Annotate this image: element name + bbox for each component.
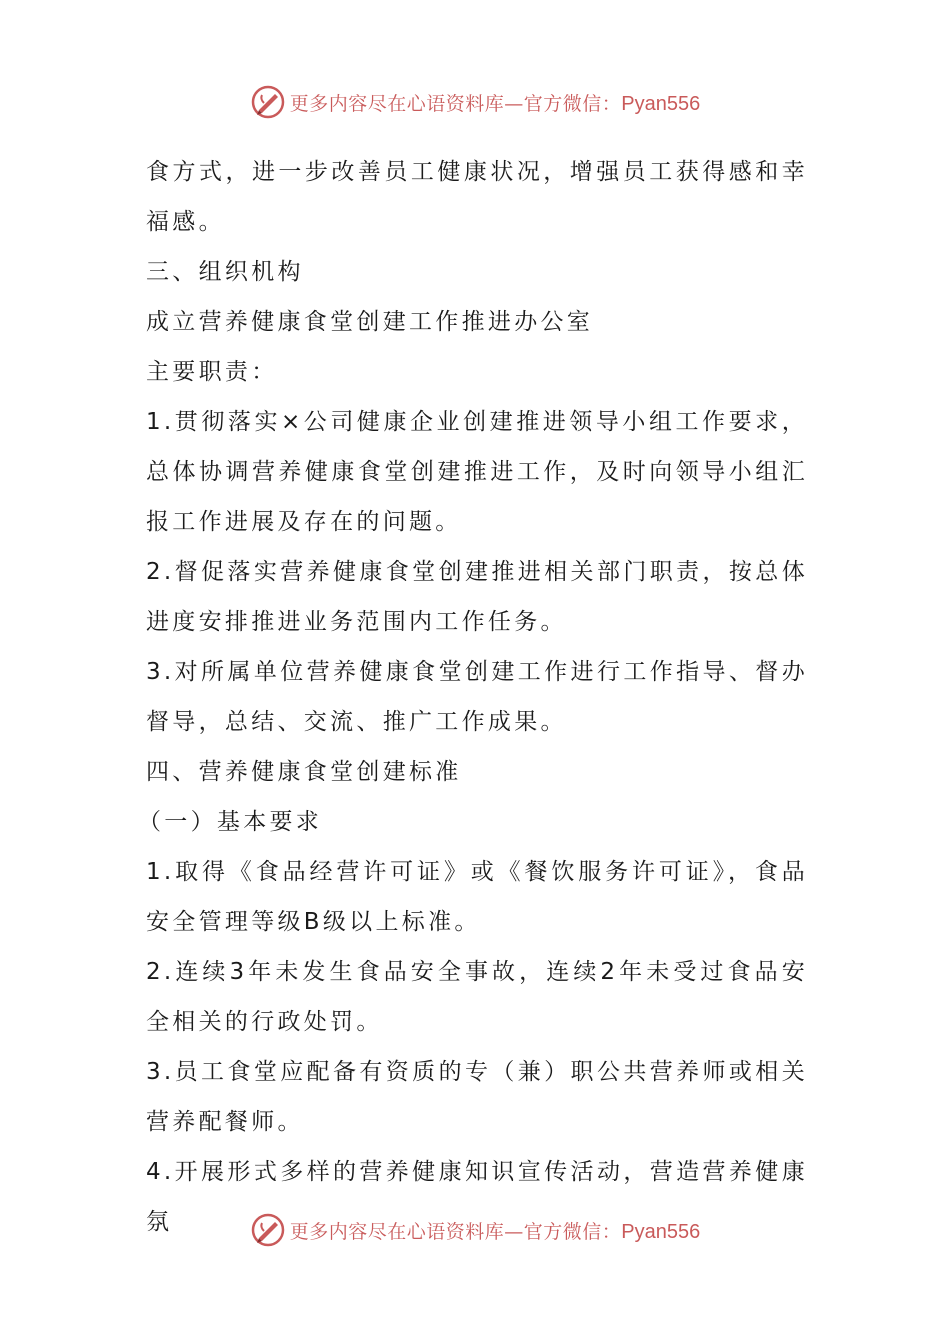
list-item: 3.员工食堂应配备有资质的专（兼）职公共营养师或相关营养配餐师。 [146,1059,808,1135]
watermark-handle: Pyan556 [621,92,701,115]
section-heading: 三、组织机构 [146,259,304,285]
list-item: 1.贯彻落实×公司健康企业创建推进领导小组工作要求，总体协调营养健康食堂创建推进工作，及时向领导小组汇报工作进展及存在的问题。 [146,409,808,535]
pen-logo-icon [250,84,286,120]
footer-watermark [0,1208,950,1252]
list-item: 4.开展形式多样的营养健康知识宣传活动，营造营养健康氛 [146,1159,808,1235]
watermark-text: 更多内容尽在心语资料库—官方微信：Pyan556 [289,92,701,115]
list-item: 3.对所属单位营养健康食堂创建工作进行工作指导、督办督导，总结、交流、推广工作成果。 [146,659,808,735]
section-heading: 四、营养健康食堂创建标准 [146,759,462,785]
list-item: 2.连续3年未发生食品安全事故，连续2年未受过食品安全相关的行政处罚。 [146,959,808,1035]
paragraph: 成立营养健康食堂创建工作推进办公室 [146,309,594,335]
paragraph: 主要职责： [146,359,278,385]
pen-logo-icon [250,1212,286,1248]
list-item: 1.取得《食品经营许可证》或《餐饮服务许可证》，食品安全管理等级B级以上标准。 [146,859,808,935]
document-body [138,147,808,1247]
paragraph: 食方式，进一步改善员工健康状况，增强员工获得感和幸福感。 [146,159,808,235]
list-item: 2.督促落实营养健康食堂创建推进相关部门职责，按总体进度安排推进业务范围内工作任务。 [146,559,808,635]
header-watermark [0,80,950,124]
watermark-text: 更多内容尽在心语资料库—官方微信：Pyan556 [289,1220,701,1243]
watermark-handle: Pyan556 [621,1220,701,1243]
subsection-heading: （一）基本要求 [138,809,323,835]
